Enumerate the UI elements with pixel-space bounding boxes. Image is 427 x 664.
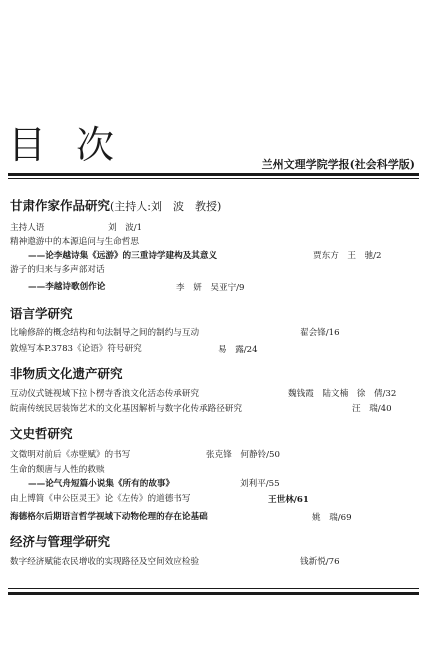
toc-entry-title: 游子的归来与多声部对话: [10, 265, 105, 275]
toc-entry-title: 互动仪式链视域下拉卜楞寺香浪文化活态传承研究: [10, 389, 200, 399]
top-rule-thick: [8, 173, 419, 176]
toc-entry-title: ——李越诗歌创作论: [28, 282, 106, 292]
toc-entry-author: 张克锋 何静铃/50: [206, 450, 280, 460]
toc-entry-author: 贾东方 王 驰/2: [313, 251, 382, 261]
toc-entry-title: 主持人语: [10, 223, 45, 233]
toc-entry-author: 魏钱霞 陆文楠 徐 倩/32: [288, 389, 397, 399]
bottom-rule-thick: [8, 592, 419, 595]
toc-entry-title: ——论气舟短篇小说集《所有的故事》: [28, 479, 175, 489]
toc-title-char-1: 目: [8, 123, 47, 167]
toc-entry-title: 由上博简《申公臣灵王》论《左传》的道德书写: [10, 494, 191, 504]
toc-entry-title: 皖南传统民居装饰艺术的文化基因解析与数字化传承路径研究: [10, 404, 243, 414]
bottom-rule-thin: [8, 588, 419, 589]
toc-entry-title: 比喻修辞的概念结构和句法制导之间的制约与互动: [10, 328, 200, 338]
toc-entry-title: 文徵明对前后《赤壁赋》的书写: [10, 450, 131, 460]
section-heading: [10, 196, 221, 214]
section-heading: 非物质文化遗产研究: [10, 366, 123, 381]
toc-entry-author: 刘 波/1: [108, 223, 143, 233]
top-rule-thin: [8, 178, 419, 179]
section-title: 甘肃作家作品研究: [10, 198, 111, 213]
toc-entry-author: 钱新悦/76: [300, 557, 340, 567]
toc-entry-author: 易 露/24: [218, 345, 258, 355]
section-heading: 文史哲研究: [10, 426, 73, 441]
toc-entry-author: 李 妍 吴亚宁/9: [176, 283, 245, 293]
toc-entry-author: 姚 瑞/69: [312, 513, 352, 523]
section-heading: 经济与管理学研究: [10, 534, 111, 549]
toc-title-char-2: 次: [76, 123, 115, 167]
toc-entry-title: 海德格尔后期语言哲学视域下动物伦理的存在论基础: [10, 512, 208, 522]
toc-entry-title: 精神遨游中的本源追问与生命哲思: [10, 237, 139, 247]
section-heading: 语言学研究: [10, 306, 73, 321]
toc-entry-title: 数字经济赋能农民增收的实现路径及空间效应检验: [10, 557, 200, 567]
toc-entry-title: 生命的颓唐与人性的救赎: [10, 465, 105, 475]
toc-entry-author: 刘利平/55: [240, 479, 280, 489]
toc-entry-title: ——论李越诗集《远游》的三重诗学建构及其意义: [28, 251, 218, 261]
toc-entry-author: 王世林/61: [268, 495, 309, 505]
section-host: (主持人:刘 波 教授): [110, 200, 222, 213]
toc-entry-author: 翟会锋/16: [300, 328, 340, 338]
toc-entry-title: 敦煌写本P.3783《论语》符号研究: [10, 344, 142, 354]
journal-name: 兰州文理学院学报(社会科学版): [261, 158, 415, 171]
toc-entry-author: 汪 瑞/40: [352, 404, 392, 414]
